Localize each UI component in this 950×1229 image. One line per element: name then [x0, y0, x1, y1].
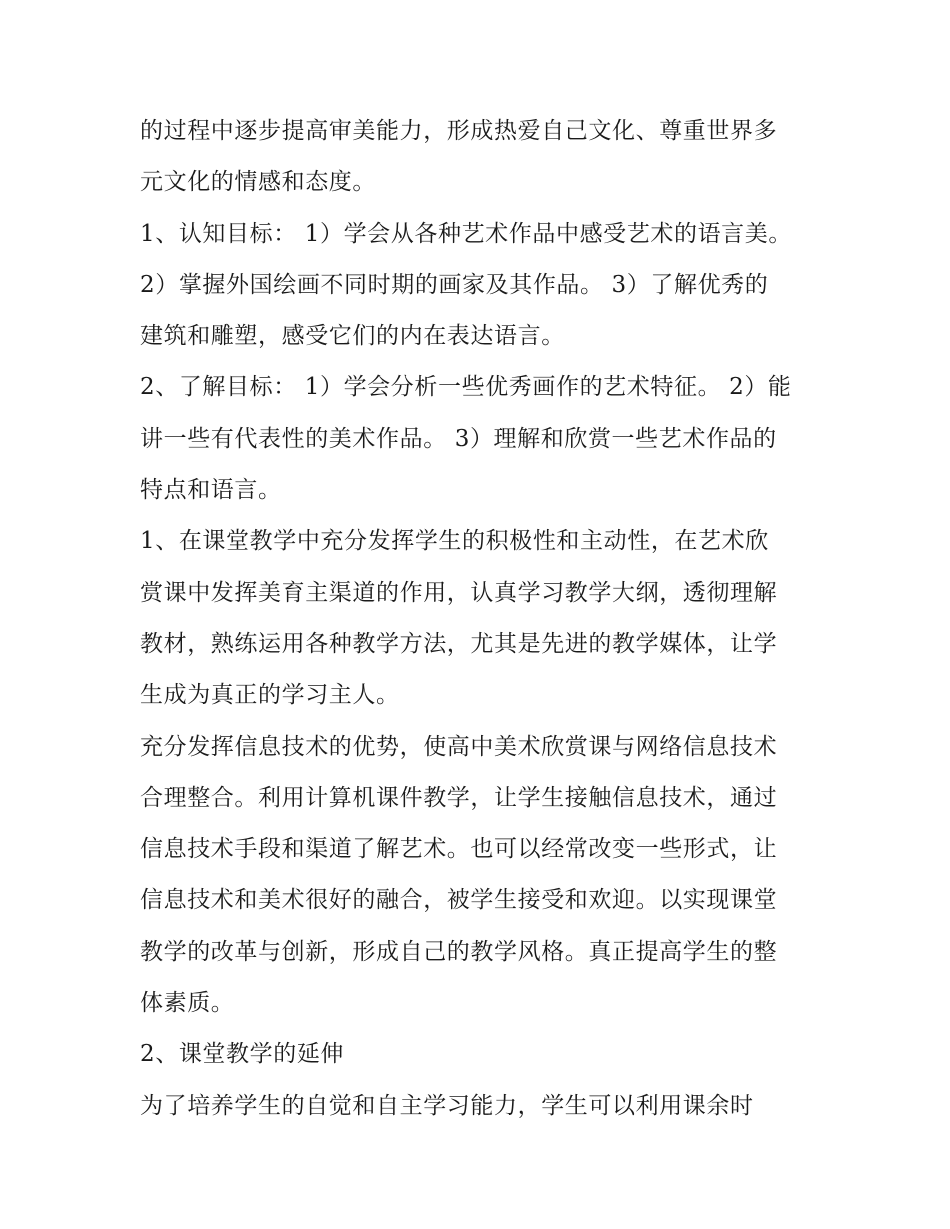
- text-line: 信息技术手段和渠道了解艺术。也可以经常改变一些形式，让: [140, 836, 778, 863]
- text-line: 讲一些有代表性的美术作品。 3）理解和欣赏一些艺术作品的: [140, 425, 777, 452]
- text-line: 1、在课堂教学中充分发挥学生的积极性和主动性，在艺术欣: [140, 528, 769, 555]
- text-line: 赏课中发挥美育主渠道的作用，认真学习教学大纲，透彻理解: [140, 579, 778, 606]
- text-line: 的过程中逐步提高审美能力，形成热爱自己文化、尊重世界多: [140, 118, 778, 144]
- text-line: 体素质。: [140, 990, 235, 1017]
- text-line: 特点和语言。: [140, 477, 282, 504]
- text-line: 1、认知目标： 1）学会从各种艺术作品中感受艺术的语言美。: [140, 220, 792, 247]
- text-line: 2、课堂教学的延伸: [140, 1041, 345, 1068]
- text-line: 合理整合。利用计算机课件教学，让学生接触信息技术，通过: [140, 784, 778, 811]
- text-line: 充分发挥信息技术的优势，使高中美术欣赏课与网络信息技术: [140, 733, 778, 760]
- text-line: 元文化的情感和态度。: [140, 169, 376, 196]
- text-line: 建筑和雕塑，感受它们的内在表达语言。: [140, 323, 565, 350]
- text-line: 2）掌握外国绘画不同时期的画家及其作品。 3）了解优秀的: [140, 271, 769, 298]
- text-line: 教学的改革与创新，形成自己的教学风格。真正提高学生的整: [140, 938, 778, 965]
- text-line: 为了培养学生的自觉和自主学习能力，学生可以利用课余时: [140, 1092, 754, 1119]
- text-line: 教材，熟练运用各种教学方法，尤其是先进的教学媒体，让学: [140, 630, 778, 657]
- text-line: 生成为真正的学习主人。: [140, 682, 400, 709]
- text-line: 信息技术和美术很好的融合，被学生接受和欢迎。以实现课堂: [140, 887, 778, 914]
- text-line: 2、了解目标： 1）学会分析一些优秀画作的艺术特征。 2）能: [140, 374, 792, 401]
- document-body: [140, 106, 820, 1132]
